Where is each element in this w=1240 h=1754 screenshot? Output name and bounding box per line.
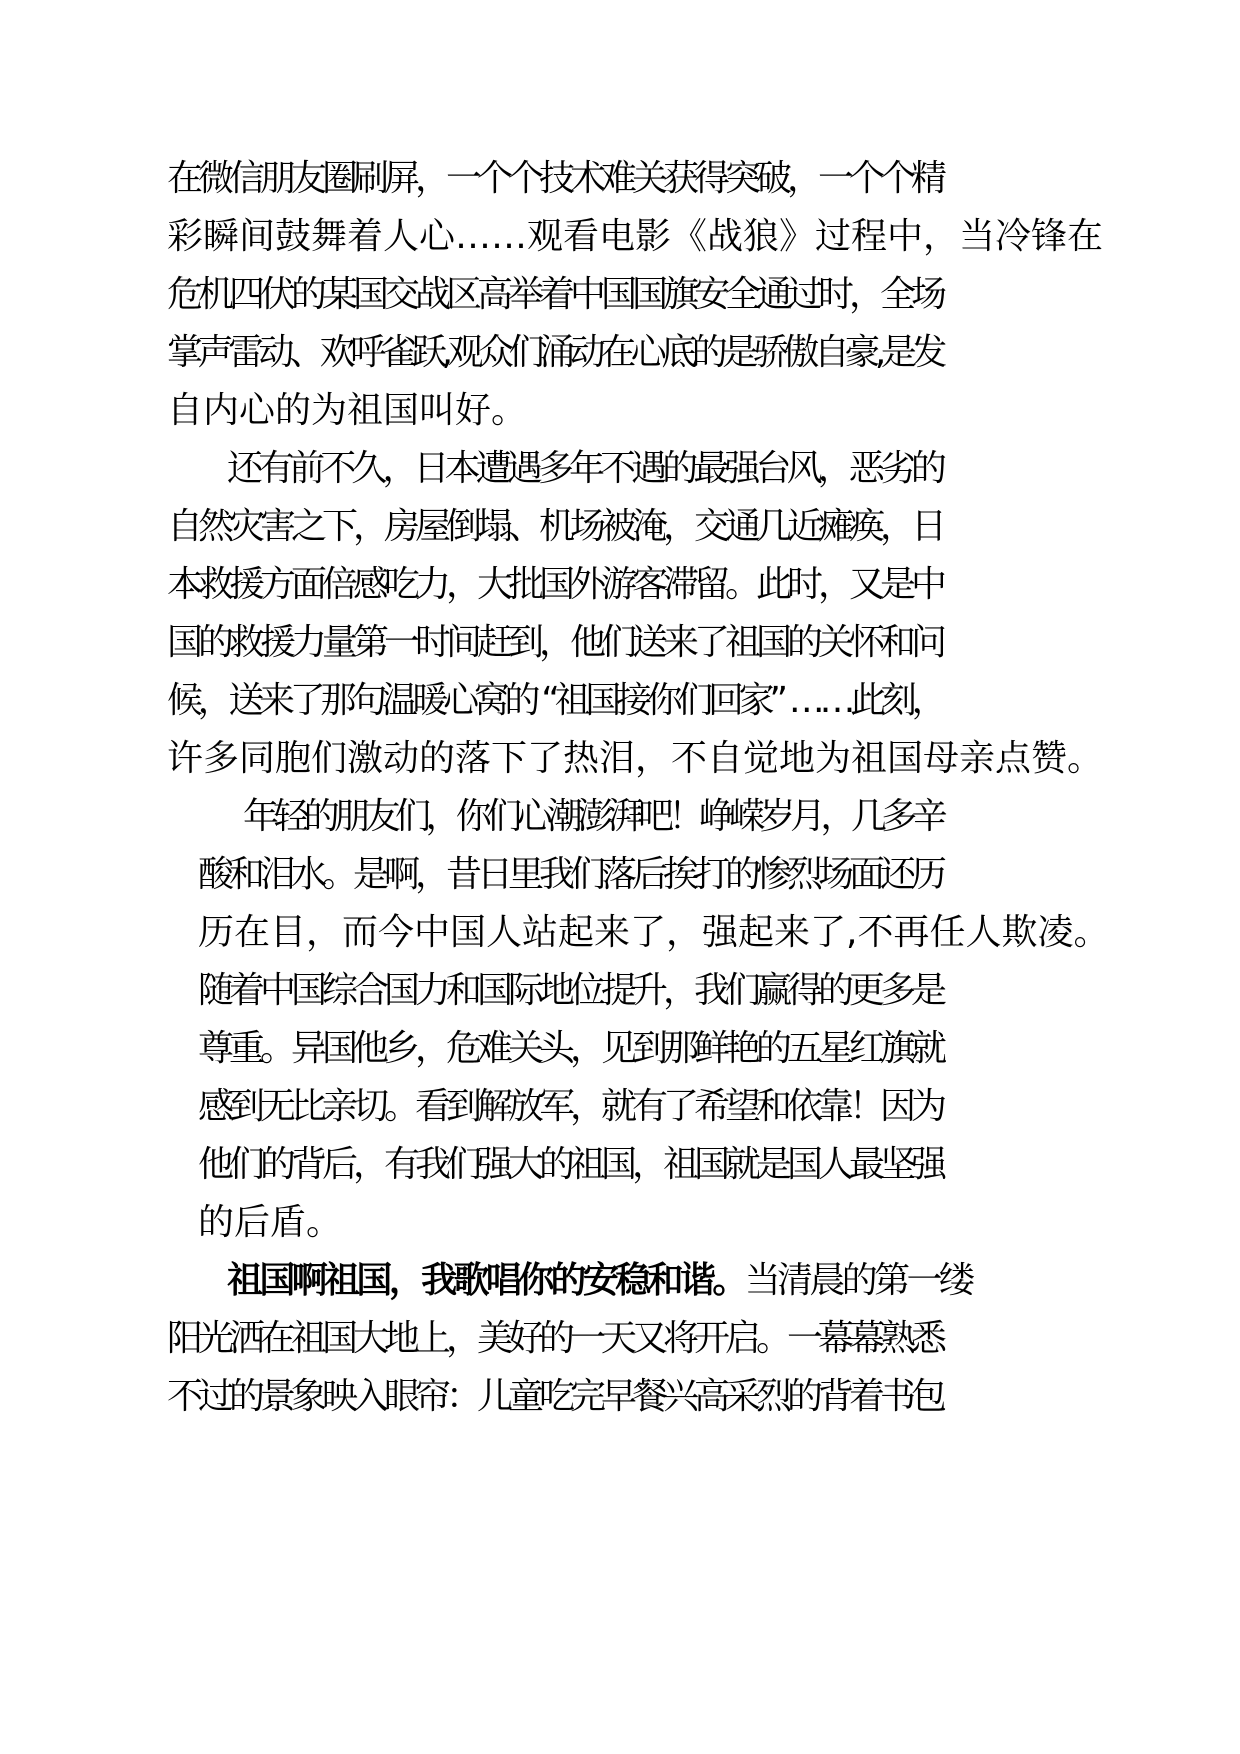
paragraph1-line-3: 危机四伏的某国交战区高举着中国国旗安全通过时，全场 (167, 274, 943, 315)
section-heading: 祖国啊祖国，我歌唱你的安稳和谐。 (227, 1260, 745, 1301)
paragraph2-line-3: 本救援方面倍感吃力，大批国外游客滞留。此时，又是中 (167, 564, 943, 605)
paragraph3-line-2: 酸和泪水。是啊，昔日里我们落后挨打的惨烈场面还历 (198, 854, 943, 895)
paragraph1-line-4: 掌声雷动、欢呼雀跃,观众们涌动在心底的是骄傲自豪,是发 (167, 332, 942, 373)
paragraph3-line-3: 历在目，而今中国人站起来了，强起来了,不再任人欺凌。 (198, 912, 1110, 953)
paragraph1-line-2: 彩瞬间鼓舞着人心……观看电影《战狼》过程中，当冷锋在 (167, 216, 1104, 257)
paragraph3-line-8: 的后盾。 (198, 1202, 343, 1243)
paragraph4-line-2: 阳光洒在祖国大地上，美好的一天又将开启。一幕幕熟悉 (167, 1318, 943, 1359)
paragraph4-line-1 (227, 1257, 971, 1305)
paragraph3-line-5: 尊重。异国他乡，危难关头，见到那鲜艳的五星红旗就 (198, 1028, 943, 1069)
paragraph4-line-3: 不过的景象映入眼帘：儿童吃完早餐兴高采烈的背着书包 (167, 1376, 943, 1417)
paragraph2-line-1: 还有前不久，日本遭遇多年不遇的最强台风，恶劣的 (227, 448, 943, 489)
paragraph1-line-5: 自内心的为祖国叫好。 (167, 390, 528, 431)
paragraph2-line-2: 自然灾害之下，房屋倒塌、机场被淹，交通几近瘫痪，日 (167, 506, 943, 547)
paragraph3-line-1: 年轻的朋友们，你们心潮澎湃吧！峥嵘岁月，几多辛 (243, 796, 943, 837)
paragraph2-line-4: 国的救援力量第一时间赶到，他们送来了祖国的关怀和问 (167, 622, 943, 663)
paragraph3-line-4: 随着中国综合国力和国际地位提升，我们赢得的更多是 (198, 970, 943, 1011)
paragraph3-line-6: 感到无比亲切。看到解放军，就有了希望和依靠！因为 (198, 1086, 943, 1127)
paragraph2-line-6: 许多同胞们激动的落下了热泪，不自觉地为祖国母亲点赞。 (167, 738, 1104, 779)
paragraph2-line-5: 候，送来了那句温暖心窝的 “祖国接你们回家” ……此刻， (167, 680, 943, 721)
paragraph1-line-1: 在微信朋友圈刷屏，一个个技术难关获得突破，一个个精 (167, 158, 943, 199)
paragraph3-line-7: 他们的背后，有我们强大的祖国，祖国就是国人最坚强 (198, 1144, 943, 1185)
paragraph4-line-1-rest: 当清晨的第一缕 (744, 1260, 972, 1301)
